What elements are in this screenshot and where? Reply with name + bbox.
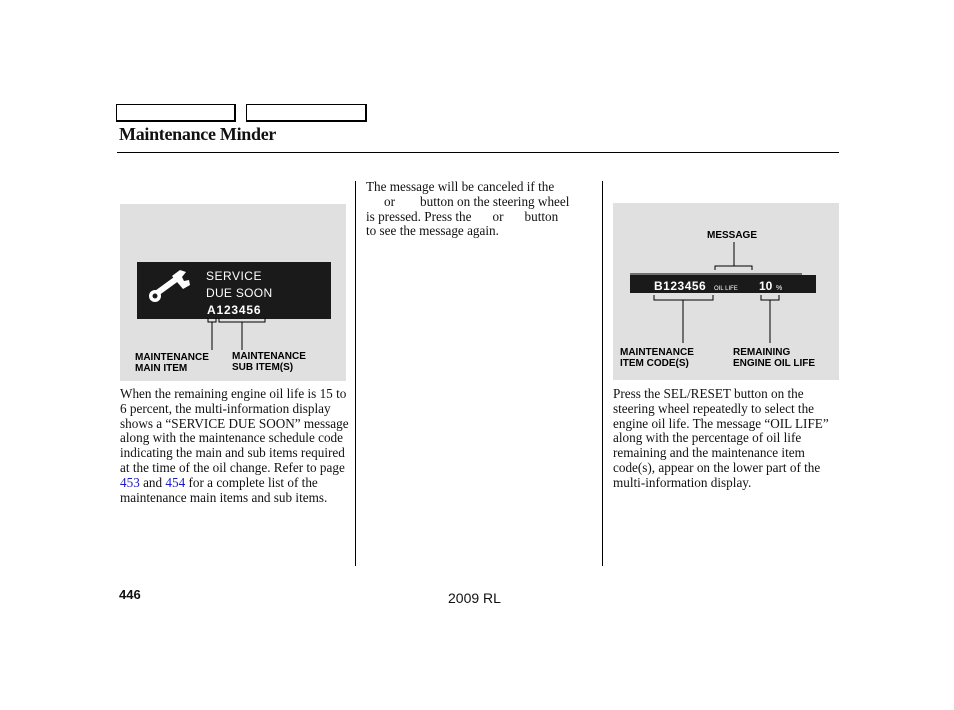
label-sub-item-1: MAINTENANCE — [232, 351, 306, 362]
header-tab-left — [116, 104, 236, 122]
display-code: A123456 — [207, 303, 262, 317]
label-remaining-2: ENGINE OIL LIFE — [733, 358, 816, 369]
display-oil-life-label: OIL LIFE — [714, 286, 738, 292]
column-divider-2 — [602, 181, 603, 566]
display-line-2: DUE SOON — [206, 286, 273, 300]
display-line-1: SERVICE — [206, 269, 262, 283]
service-due-soon-figure — [120, 204, 346, 381]
label-main-item-2: MAIN ITEM — [135, 363, 188, 374]
label-sub-item-2: SUB ITEM(S) — [232, 362, 294, 373]
page-title: Maintenance Minder — [119, 124, 277, 144]
header-tab-right — [246, 104, 367, 122]
label-item-code-1: MAINTENANCE — [620, 347, 694, 358]
service-due-soon-paragraph: When the remaining engine oil life is 15 to 6 percent, the multi-information display shows a “SERVICE DUE SOON” message along with the maintenance schedule code indicating the main and sub items required at the time of the oil change. Refer to page 453 and 454 for a complete list of the maintenance main items and sub items. — [120, 386, 349, 505]
oil-life-figure — [613, 203, 839, 380]
label-main-item-1: MAINTENANCE — [135, 352, 209, 363]
model-label: 2009 RL — [448, 590, 501, 606]
page-453-link[interactable]: 453 — [120, 474, 140, 490]
message-cancel-paragraph: The message will be canceled if the or button on the steering wheel is pressed. Press the or button to see the message again. — [366, 179, 570, 239]
display-percent: 10 — [759, 279, 773, 293]
label-remaining-1: REMAINING — [733, 347, 791, 358]
display-code: B123456 — [654, 279, 707, 293]
title-rule — [117, 152, 839, 153]
label-item-code-2: ITEM CODE(S) — [620, 358, 689, 369]
label-message: MESSAGE — [707, 230, 758, 241]
page-number: 446 — [119, 587, 141, 602]
page-454-link[interactable]: 454 — [165, 474, 186, 490]
column-divider-1 — [355, 181, 356, 566]
oil-life-paragraph: Press the SEL/RESET button on the steering wheel repeatedly to select the engine oil life. The message “OIL LIFE” along with the percentage of oil life remaining and the maintenance item code(s), appear on the lower part of the multi-information display. — [613, 386, 829, 490]
display-percent-sign: % — [776, 285, 783, 292]
